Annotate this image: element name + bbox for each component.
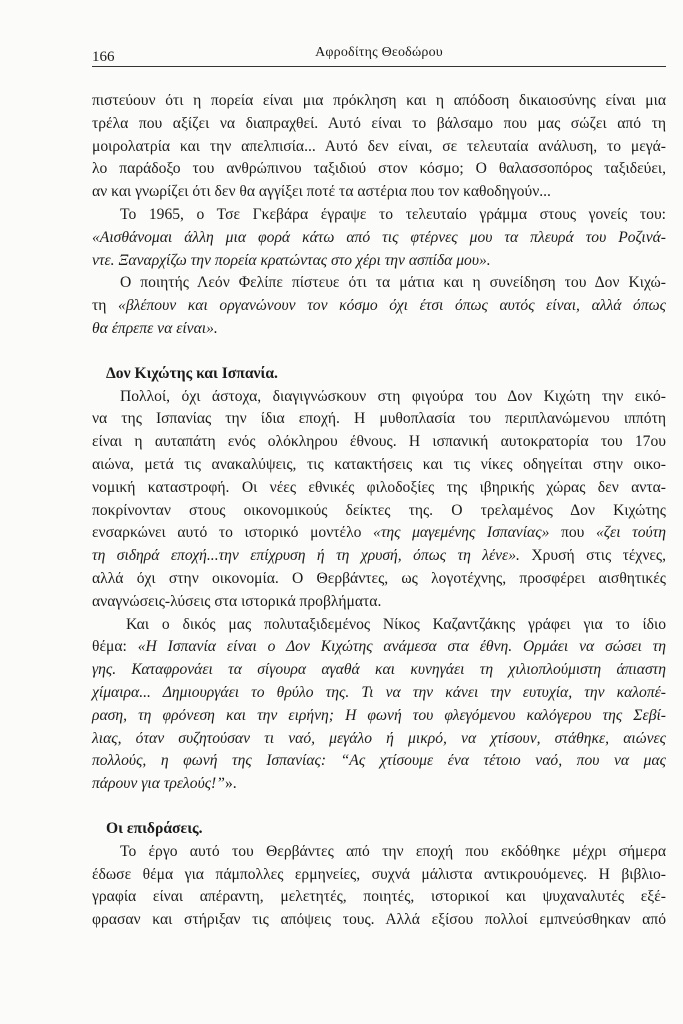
quote-line — [92, 728, 666, 751]
quote-line — [92, 750, 666, 773]
quote-line — [92, 682, 666, 705]
text-line: λο παράδοξο του ανθρώπινου ταξιδιού στον κόσμο; Ο θαλασσοπόρος ταξιδεύει, — [92, 160, 666, 178]
text-line — [92, 522, 666, 545]
text-line: αν και γνωρίζει ότι δεν θα αγγίξει ποτέ τα αστέρια που τον καθοδηγούν... — [92, 183, 551, 201]
text-run: τη — [92, 297, 119, 315]
paragraph-1 — [92, 90, 666, 204]
paragraph-5 — [92, 614, 666, 796]
text-line: Το έργο αυτό του Θερβάντες από την εποχή που εκδόθηκε μέχρι σήμερα — [120, 842, 666, 860]
quote-text: τη σιδηρά εποχή...την επίχρυση ή τη χρυσή, όπως τη λένε». — [92, 547, 520, 565]
text-line — [92, 295, 666, 318]
page-number: 166 — [92, 49, 115, 65]
quote-line — [92, 318, 666, 341]
text-line: Το 1965, ο Τσε Γκεβάρα έγραψε το τελευταίο γράμμα στους γονείς του: — [120, 205, 666, 223]
text-line: τρέλα που αξίζει να διαπραχθεί. Αυτό είναι το βάλσαμο που μας σώζει από τη — [92, 114, 666, 132]
quote-text: «βλέπουν και οργανώνουν τον κόσμο όχι έτσι όπως αυτός είναι, αλλά όπως — [118, 297, 666, 315]
quote-text: ντε. Ξαναρχίζω την πορεία κρατώντας στο χέρι την ασπίδα μου». — [92, 251, 491, 269]
text-line: μοιρολατρία και την απελπισία... Αυτό δεν είναι, σε τελευταία ανάλυση, το μεγά- — [92, 137, 666, 155]
quote-text: λιας, όταν συζητούσαν τι ναό, μεγάλο ή μικρό, να χτίσουν, στάθηκε, αιώνες — [92, 729, 666, 747]
section-heading: Οι επιδράσεις. — [106, 819, 203, 837]
text-line: Ο ποιητής Λεόν Φελίπε πίστευε ότι τα μάτια και η συνείδηση του Δον Κιχώ- — [120, 274, 666, 292]
text-line — [92, 636, 666, 659]
section-heading: Δον Κιχώτης και Ισπανία. — [106, 364, 278, 382]
quote-text: πάρουν για τρελούς!” — [92, 775, 225, 793]
quote-line — [92, 773, 666, 796]
text-line: αιώνα, μετά τις ανακαλύψεις, τις κατακτήσεις και τις νίκες οδηγείται στην οικο- — [92, 455, 666, 473]
text-line: Πολλοί, όχι άστοχα, διαγιγνώσκουν στη φιγούρα του Δον Κιχώτη την εικό- — [120, 387, 666, 405]
header-rule — [92, 66, 666, 67]
quote-text: «της μαγεμένης Ισπανίας» — [373, 524, 550, 542]
page-body — [92, 90, 666, 932]
text-line: νομική καταστροφή. Οι νέες εθνικές φιλοδοξίες της ιβηρικής χώρας δεν αντα- — [92, 478, 666, 496]
quote-line — [92, 250, 666, 273]
running-title: Αφροδίτης Θεοδώρου — [315, 45, 443, 60]
quote-text: πολλούς, η φωνή της Ισπανίας: “Ας χτίσουμε ένα τέτοιο ναό, που να μας — [92, 752, 666, 770]
text-run: που — [549, 524, 596, 542]
paragraph-3 — [92, 272, 666, 340]
text-run: ». — [224, 775, 237, 793]
text-run: Χρυσή στις τέχνες, — [519, 547, 666, 565]
text-line: αναγνώσεις-λύσεις στα ιστορικά προβλήματα. — [92, 592, 382, 610]
section-gap — [92, 796, 666, 818]
text-line: είναι η αυταπάτη ενός ολόκληρου έθνους. Η ισπανική αυτοκρατορία του 17ου — [92, 433, 666, 451]
text-line: να της Ισπανίας την ίδια εποχή. Η μυθοπλασία του περιπλανώμενου ιππότη — [92, 410, 666, 428]
text-line: φρασαν και στήριξαν τις απόψεις τους. Αλλά εξίσου πολλοί εμπνεύσθηκαν από — [92, 911, 666, 929]
paragraph-4 — [92, 386, 666, 614]
quote-line — [92, 227, 666, 250]
page-header — [92, 43, 666, 65]
quote-text: «Η Ισπανία είναι ο Δον Κιχώτης ανάμεσα στα έθνη. Ορμάει να σώσει τη — [137, 638, 666, 656]
text-line: γραφία είναι απέραντη, μελετητές, ποιητές, ιστορικοί και ψυχαναλυτές εξέ- — [92, 888, 666, 906]
quote-text: θα έπρεπε να είναι». — [92, 319, 218, 337]
paragraph-2 — [92, 204, 666, 272]
text-run: θέμα: — [92, 638, 138, 656]
text-line: έδωσε θέμα για πάμπολλες ερμηνείες, συχνά μάλιστα αντικρουόμενες. Η βιβλιο- — [92, 865, 666, 883]
section-gap — [92, 341, 666, 363]
quote-text: «ζει τούτη — [595, 524, 666, 542]
paragraph-6 — [92, 841, 666, 932]
text-line — [92, 545, 666, 568]
text-line: Και ο δικός μας πολυταξιδεμένος Νίκος Καζαντζάκης γράφει για το ίδιο — [126, 615, 666, 633]
quote-text: χίμαιρα... Δημιουργάει το θρύλο της. Τι να την κάνει την ευτυχία, την καλοπέ- — [92, 683, 666, 701]
text-line: ποκρίνονταν στους οικονομικούς δείκτες της. Ο τρελαμένος Δον Κιχώτης — [92, 501, 666, 519]
text-line: πιστεύουν ότι η πορεία είναι μια πρόκληση και η απόδοση δικαιοσύνης είναι μια — [92, 92, 666, 109]
text-line: αλλά όχι στην οικονομία. Ο Θερβάντες, ως λογοτέχνης, προσφέρει αισθητικές — [92, 569, 666, 587]
quote-text: «Αισθάνομαι άλλη μια φορά κάτω από τις φτέρνες μου τα πλευρά του Ροζινά- — [92, 228, 666, 246]
text-run: ενσαρκώνει αυτό το ιστορικό μοντέλο — [92, 524, 374, 542]
quote-line — [92, 705, 666, 728]
quote-text: ραση, τη φρόνεση και την ειρήνη; Η φωνή του φλεγόμενου καλόγερου της Σεβί- — [92, 706, 666, 724]
quote-text: γης. Καταφρονάει τα σίγουρα αγαθά και κυνηγάει τη χιλιοπλούμιστη άπιαστη — [92, 661, 666, 679]
quote-line — [92, 659, 666, 682]
